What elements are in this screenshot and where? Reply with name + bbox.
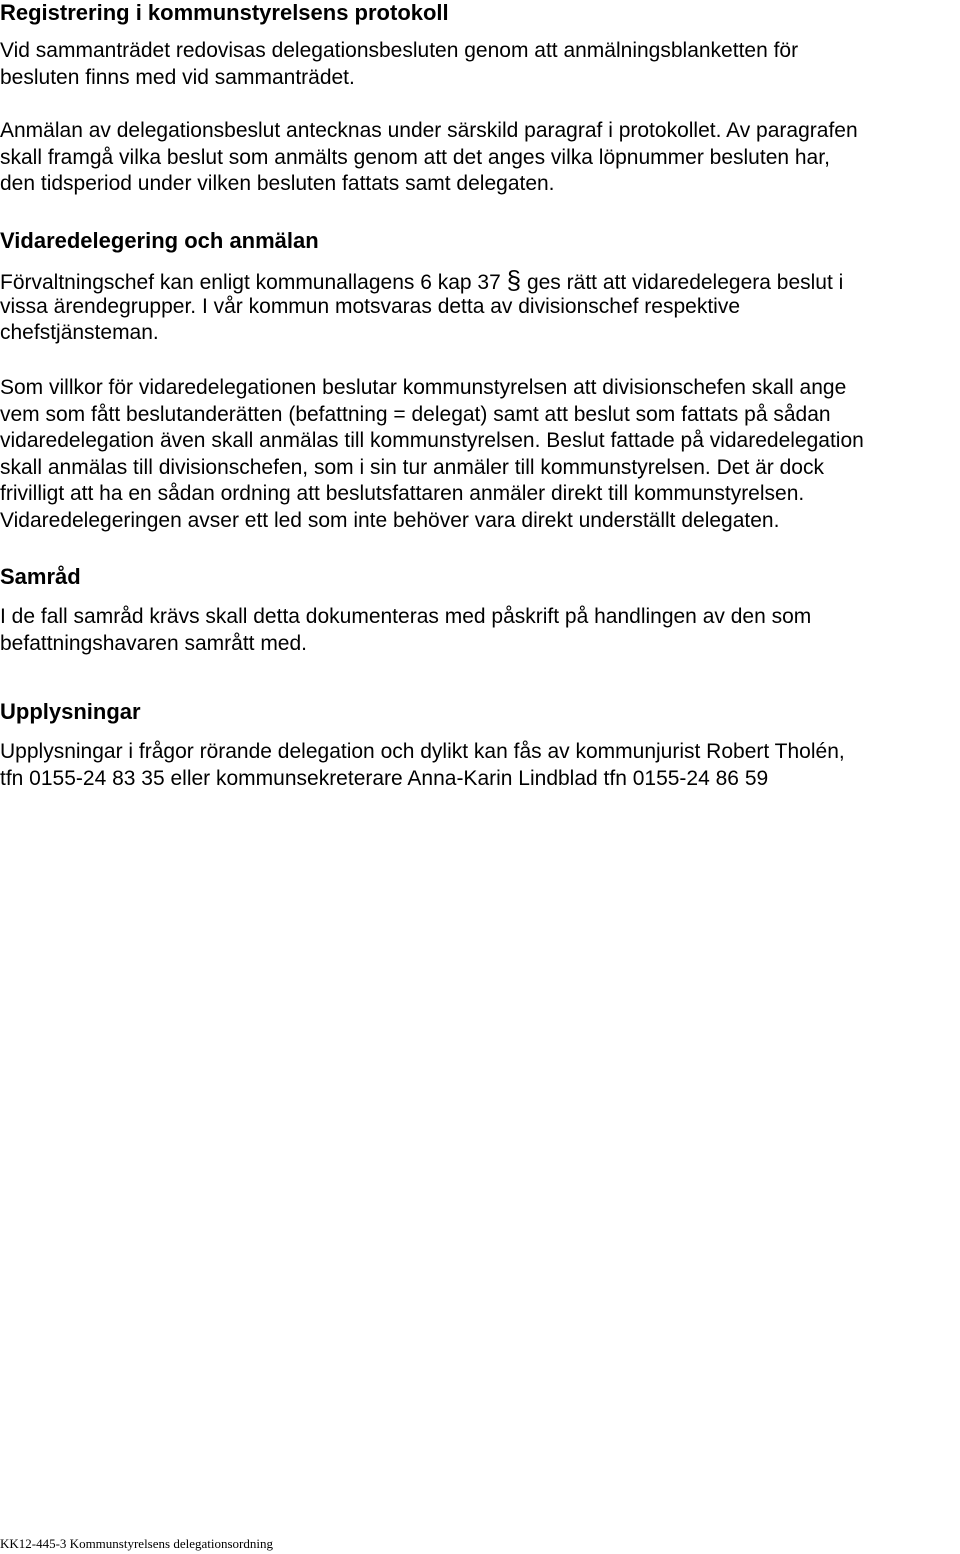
paragraph-vidaredelegering-2: [0, 375, 960, 534]
paragraph-upplysningar: [0, 739, 960, 792]
heading-samrad: Samråd: [0, 564, 81, 589]
text-line: den tidsperiod under vilken besluten fattats samt delegaten.: [0, 172, 555, 195]
page-footer: KK12-445-3 Kommunstyrelsens delegationsordning: [0, 1536, 273, 1551]
text-line: chefstjänsteman.: [0, 321, 159, 344]
paragraph-samrad: [0, 604, 960, 657]
text-segment: Förvaltningschef kan enligt kommunallagens 6 kap 37: [0, 271, 501, 294]
heading-registrering: Registrering i kommunstyrelsens protokoll: [0, 0, 449, 25]
text-line: tfn 0155-24 83 35 eller kommunsekreterare Anna-Karin Lindblad tfn 0155-24 86 59: [0, 766, 769, 790]
text-line: Upplysningar i frågor rörande delegation och dylikt kan fås av kommunjurist Robert Tholén,: [0, 740, 845, 763]
text-line: vem som fått beslutanderätten (befattning = delegat) samt att beslut som fattats på sådan: [0, 402, 831, 426]
text-line: skall framgå vilka beslut som anmälts genom att det anges vilka löpnummer besluten har,: [0, 145, 830, 169]
paragraph-registrering-1: [0, 38, 960, 91]
text-line: besluten finns med vid sammanträdet.: [0, 65, 355, 89]
text-line: Vidaredelegeringen avser ett led som inte behöver vara direkt underställt delegaten.: [0, 508, 780, 532]
text-line: frivilligt att ha en sådan ordning att beslutsfattaren anmäler direkt till kommunstyrelsen.: [0, 482, 805, 505]
text-line: vidaredelegation även skall anmälas till kommunstyrelsen. Beslut fattade på vidaredelegation: [0, 429, 864, 452]
text-line: I de fall samråd krävs skall detta dokumenteras med påskrift på handlingen av den som: [0, 605, 812, 628]
text-line: Som villkor för vidaredelegationen beslutar kommunstyrelsen att divisionschefen skall ange: [0, 376, 847, 399]
paragraph-vidaredelegering-1: [0, 267, 960, 347]
paragraph-symbol: §: [506, 265, 522, 295]
text-line: [0, 267, 960, 294]
heading-vidaredelegering: Vidaredelegering och anmälan: [0, 228, 319, 253]
text-line: skall anmälas till divisionschefen, som i sin tur anmäler till kommunstyrelsen. Det är dock: [0, 455, 824, 479]
text-line: vissa ärendegrupper. I vår kommun motsvaras detta av divisionschef respektive: [0, 294, 741, 318]
text-line: Anmälan av delegationsbeslut antecknas under särskild paragraf i protokollet. Av paragrafen: [0, 119, 858, 142]
text-line: Vid sammanträdet redovisas delegationsbesluten genom att anmälningsblanketten för: [0, 39, 799, 62]
heading-upplysningar: Upplysningar: [0, 699, 141, 724]
text-line: befattningshavaren samrått med.: [0, 631, 308, 655]
paragraph-registrering-2: [0, 118, 960, 198]
text-segment: ges rätt att vidaredelegera beslut i: [526, 271, 844, 294]
